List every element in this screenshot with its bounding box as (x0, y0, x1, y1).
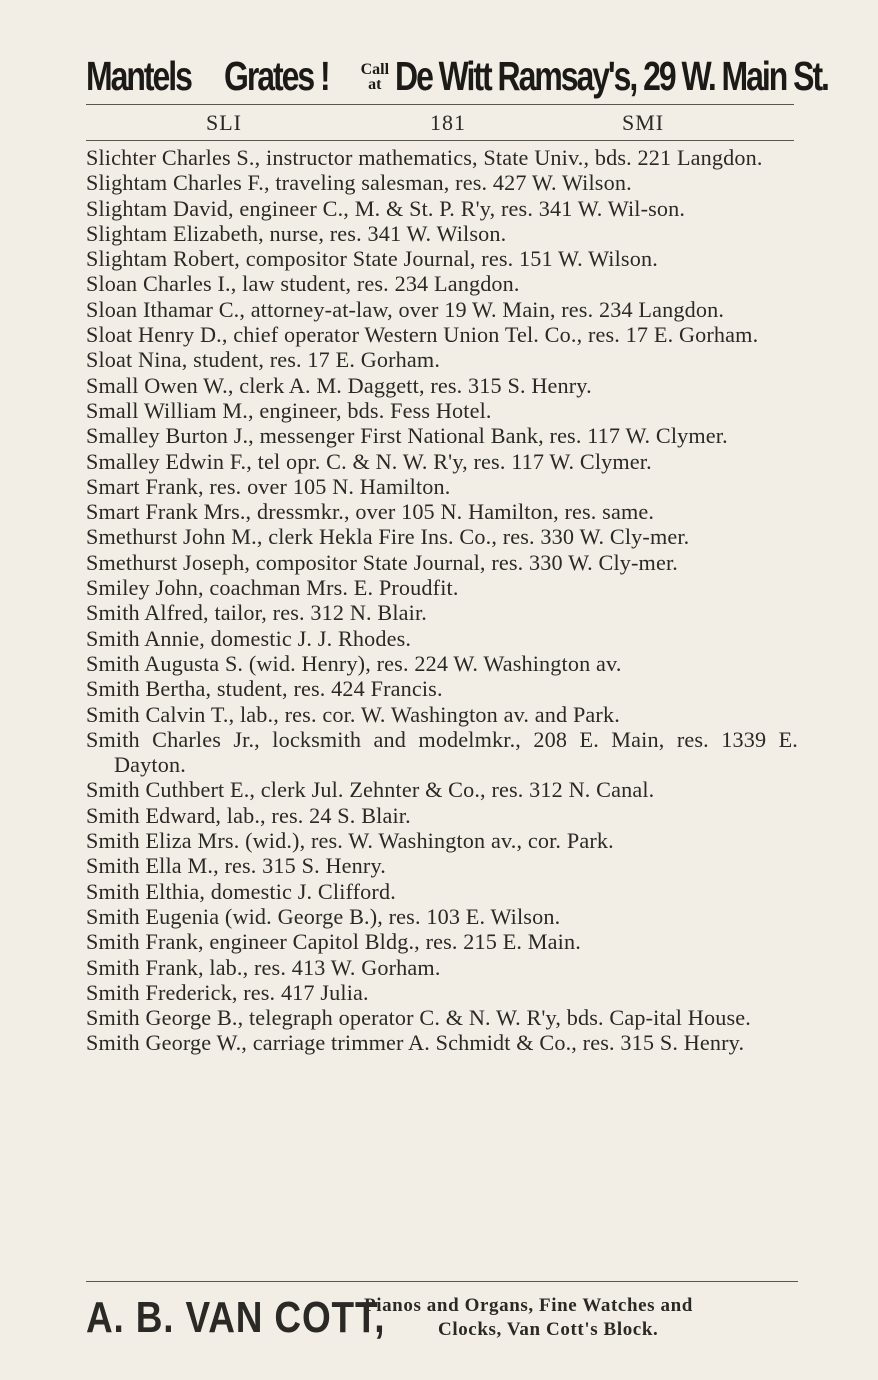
ad-van-cott-name: A. B. VAN COTT, (86, 1293, 386, 1342)
directory-entry: Smith Frederick, res. 417 Julia. (86, 979, 369, 1005)
directory-entry: Smith Augusta S. (wid. Henry), res. 224 W. Washington av. (86, 650, 622, 676)
header-rule (86, 140, 794, 141)
page-number: 181 (430, 110, 466, 135)
directory-entry: Smith Cuthbert E., clerk Jul. Zehnter & Co., res. 312 N. Canal. (86, 777, 655, 803)
directory-entry: Smith George B., telegraph operator C. & N. W. R'y, bds. Cap-ital House. (86, 1005, 751, 1031)
bottom-advertisement (86, 1290, 798, 1346)
ad-call-at (361, 62, 389, 92)
directory-entry: Smith Frank, lab., res. 413 W. Gorham. (86, 954, 441, 980)
directory-entry: Smith Edward, lab., res. 24 S. Blair. (86, 802, 411, 828)
directory-entry: Smart Frank, res. over 105 N. Hamilton. (86, 473, 451, 499)
ad-call: Call (360, 61, 390, 78)
header-right: SMI (622, 110, 665, 135)
directory-entry: Smith George W., carriage trimmer A. Schmidt & Co., res. 315 S. Henry. (86, 1030, 745, 1056)
directory-entry: Sloat Henry D., chief operator Western Union Tel. Co., res. 17 E. Gorham. (86, 322, 759, 348)
ad-grates: Grates ! (224, 53, 330, 99)
directory-entry: Smith Charles Jr., locksmith and modelmkr., 208 E. Main, res. 1339 E. Dayton. (86, 726, 798, 778)
ad-mantels: Mantels (86, 53, 191, 99)
directory-entry: Smiley John, coachman Mrs. E. Proudfit. (86, 575, 459, 601)
header-left: SLI (206, 110, 242, 135)
directory-entry: Smith Ella M., res. 315 S. Henry. (86, 853, 386, 879)
ad-at: at (368, 76, 382, 93)
directory-entry: Smart Frank Mrs., dressmkr., over 105 N. Hamilton, res. same. (86, 499, 655, 525)
ad-tagline-line1: Pianos and Organs, Fine Watches and (364, 1295, 693, 1316)
top-advertisement (86, 44, 828, 99)
directory-entry: Smith Elthia, domestic J. Clifford. (86, 878, 396, 904)
directory-entry: Slichter Charles S., instructor mathematics, State Univ., bds. 221 Langdon. (86, 145, 763, 170)
directory-entry: Smith Frank, engineer Capitol Bldg., res. 215 E. Main. (86, 929, 581, 955)
directory-entry: Smalley Burton J., messenger First National Bank, res. 117 W. Clymer. (86, 423, 728, 449)
directory-entry: Slightam Elizabeth, nurse, res. 341 W. Wilson. (86, 220, 507, 246)
directory-entry: Smethurst Joseph, compositor State Journal, res. 330 W. Cly-mer. (86, 549, 678, 575)
directory-entry: Small William M., engineer, bds. Fess Hotel. (86, 397, 492, 423)
directory-entry: Smith Annie, domestic J. J. Rhodes. (86, 625, 412, 651)
directory-entries (86, 145, 798, 1056)
ad-tagline-line2: Clocks, Van Cott's Block. (438, 1319, 659, 1340)
directory-entry: Slightam David, engineer C., M. & St. P. R'y, res. 341 W. Wil-son. (86, 195, 686, 221)
top-rule (86, 104, 794, 105)
directory-entry: Smalley Edwin F., tel opr. C. & N. W. R'y, res. 117 W. Clymer. (86, 448, 652, 474)
directory-entry: Sloat Nina, student, res. 17 E. Gorham. (86, 347, 441, 373)
directory-entry: Slightam Robert, compositor State Journal, res. 151 W. Wilson. (86, 246, 658, 272)
directory-entry: Smith Eugenia (wid. George B.), res. 103 E. Wilson. (86, 903, 561, 929)
directory-entry: Slightam Charles F., traveling salesman, res. 427 W. Wilson. (86, 170, 632, 196)
bottom-rule (86, 1281, 798, 1282)
directory-entry: Smethurst John M., clerk Hekla Fire Ins. Co., res. 330 W. Cly-mer. (86, 524, 690, 550)
directory-entry: Sloan Ithamar C., attorney-at-law, over 19 W. Main, res. 234 Langdon. (86, 296, 725, 322)
directory-entry: Small Owen W., clerk A. M. Daggett, res. 315 S. Henry. (86, 372, 592, 398)
directory-entry: Smith Calvin T., lab., res. cor. W. Washington av. and Park. (86, 701, 620, 727)
directory-entry: Smith Eliza Mrs. (wid.), res. W. Washington av., cor. Park. (86, 828, 614, 854)
ad-ramsay-address: De Witt Ramsay's, 29 W. Main St. (395, 53, 828, 99)
directory-entry: Smith Bertha, student, res. 424 Francis. (86, 676, 443, 702)
directory-entry: Sloan Charles I., law student, res. 234 Langdon. (86, 271, 520, 297)
ad-van-cott-tagline (364, 1294, 693, 1342)
running-header (86, 110, 796, 140)
directory-entry: Smith Alfred, tailor, res. 312 N. Blair. (86, 600, 427, 626)
